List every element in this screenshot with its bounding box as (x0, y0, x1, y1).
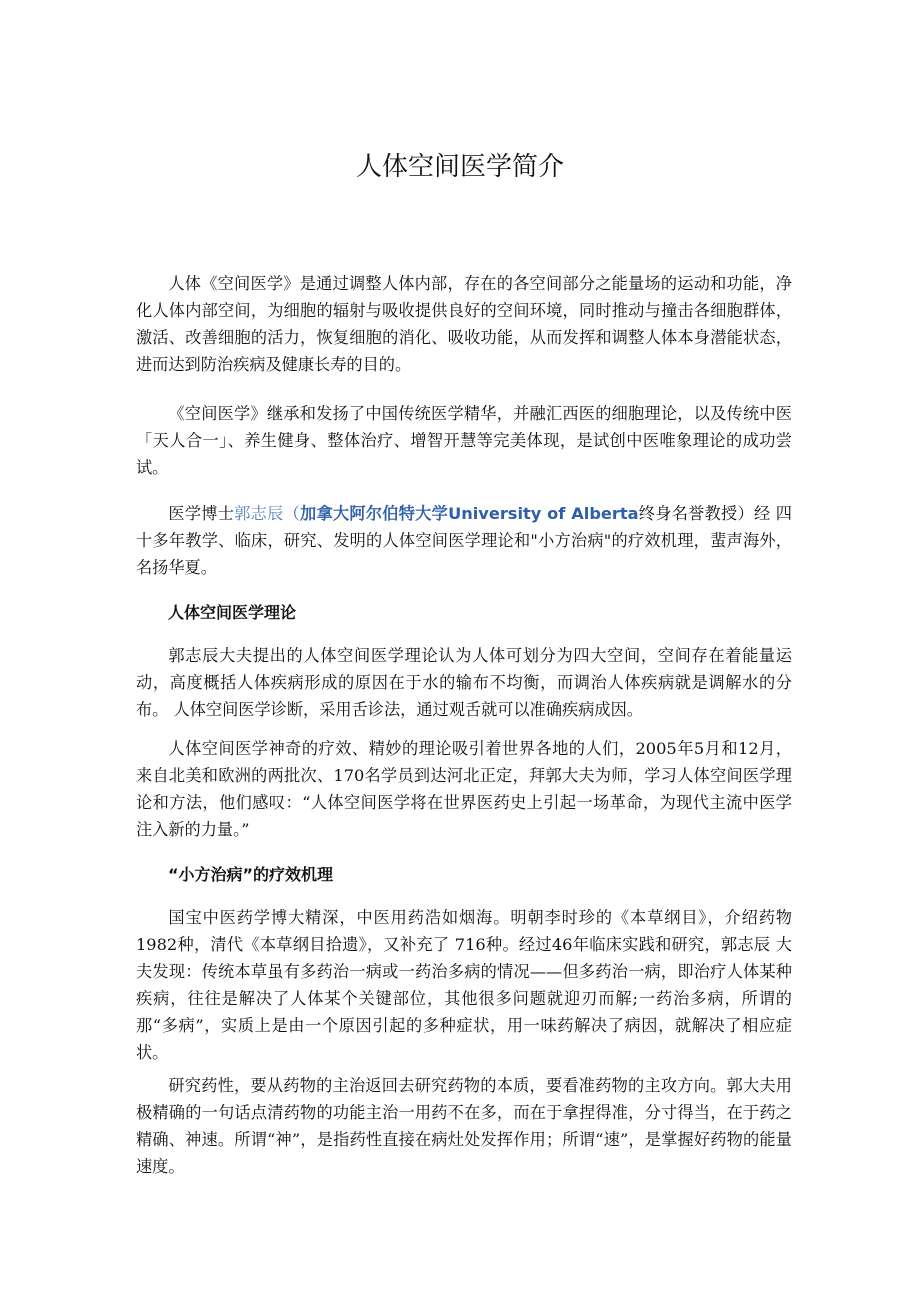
author-name: 郭志辰 (234, 504, 284, 523)
page-title: 人体空间医学简介 (355, 152, 564, 182)
university-name: 加拿大阿尔伯特大学University of Alberta (300, 504, 639, 523)
pharmacology-paragraph: 研究药性，要从药物的主治返回去研究药物的本质，要看准药物的主攻方向。郭大夫用极精确的一句话点清药物的功能主治一用药不在多，而在于拿捏得准，分寸得当，在于药之精确、神速。所谓“神”，是指药性直接在病灶处发挥作用；所谓“速”，是掌握好药物的能量速度。 (136, 1076, 792, 1176)
section-heading-mechanism: “小方治病”的疗效机理 (168, 865, 334, 884)
author-rest: 终身名誉教授）经 四十多年教学、临床，研究、发明的人体空间医学理论和"小方治病"的疗效机理，蜚声海外，名扬华夏。 (136, 504, 792, 577)
paren-open: （ (283, 504, 301, 523)
heritage-paragraph: 《空间医学》继承和发扬了中国传统医学精华，并融汇西医的细胞理论，以及传统中医 「天人合一」、养生健身、整体治疗、增智开慧等完美体现，是试创中医唯象理论的成功尝 试。 (136, 404, 792, 477)
mechanism-paragraph: 国宝中医药学博大精深，中医用药浩如烟海。明朝李时珍的《本草纲目》，介绍药物1982种，清代《本草纲目拾遗》，又补充了 716种。经过46年临床实践和研究，郭志辰 大夫发现：传统本草虽有多药治一病或一药治多病的情况——但多药治一病，即治疗人体某种疾病，往往是解决了人体某个关键部位，其他很多问题就迎刃而解;一药治多病，所谓的那“多病”，实质上是由一个原因引起的多种症状，用一味药解决了病因，就解决了相应症状。 (136, 908, 792, 1062)
impact-paragraph: 人体空间医学神奇的疗效、精妙的理论吸引着世界各地的人们，2005年5月和12月， 来自北美和欧洲的两批次、170名学员到达河北正定，拜郭大夫为师，学习人体空间医学理 论和方法，他们感叹：“人体空间医学将在世界医药史上引起一场革命，为现代主流中医学 注入新的力量。” (136, 739, 792, 839)
author-paragraph (136, 500, 792, 581)
intro-paragraph: 人体《空间医学》是通过调整人体内部，存在的各空间部分之能量场的运动和功能，净化人体内部空间，为细胞的辐射与吸收提供良好的空间环境，同时推动与撞击各细胞群体，激活、改善细胞的活力，恢复细胞的消化、吸收功能，从而发挥和调整人体本身潜能状态，进而达到防治疾病及健康长寿的目的。 (136, 274, 792, 374)
theory-paragraph: 郭志辰大夫提出的人体空间医学理论认为人体可划分为四大空间，空间存在着能量运动，高度概括人体疾病形成的原因在于水的输布不均衡，而调治人体疾病就是调解水的分布。 人体空间医学诊断，采用舌诊法，通过观舌就可以准确疾病成因。 (136, 646, 792, 719)
section-heading-theory: 人体空间医学理论 (168, 603, 297, 622)
author-prefix: 医学博士 (168, 504, 235, 523)
